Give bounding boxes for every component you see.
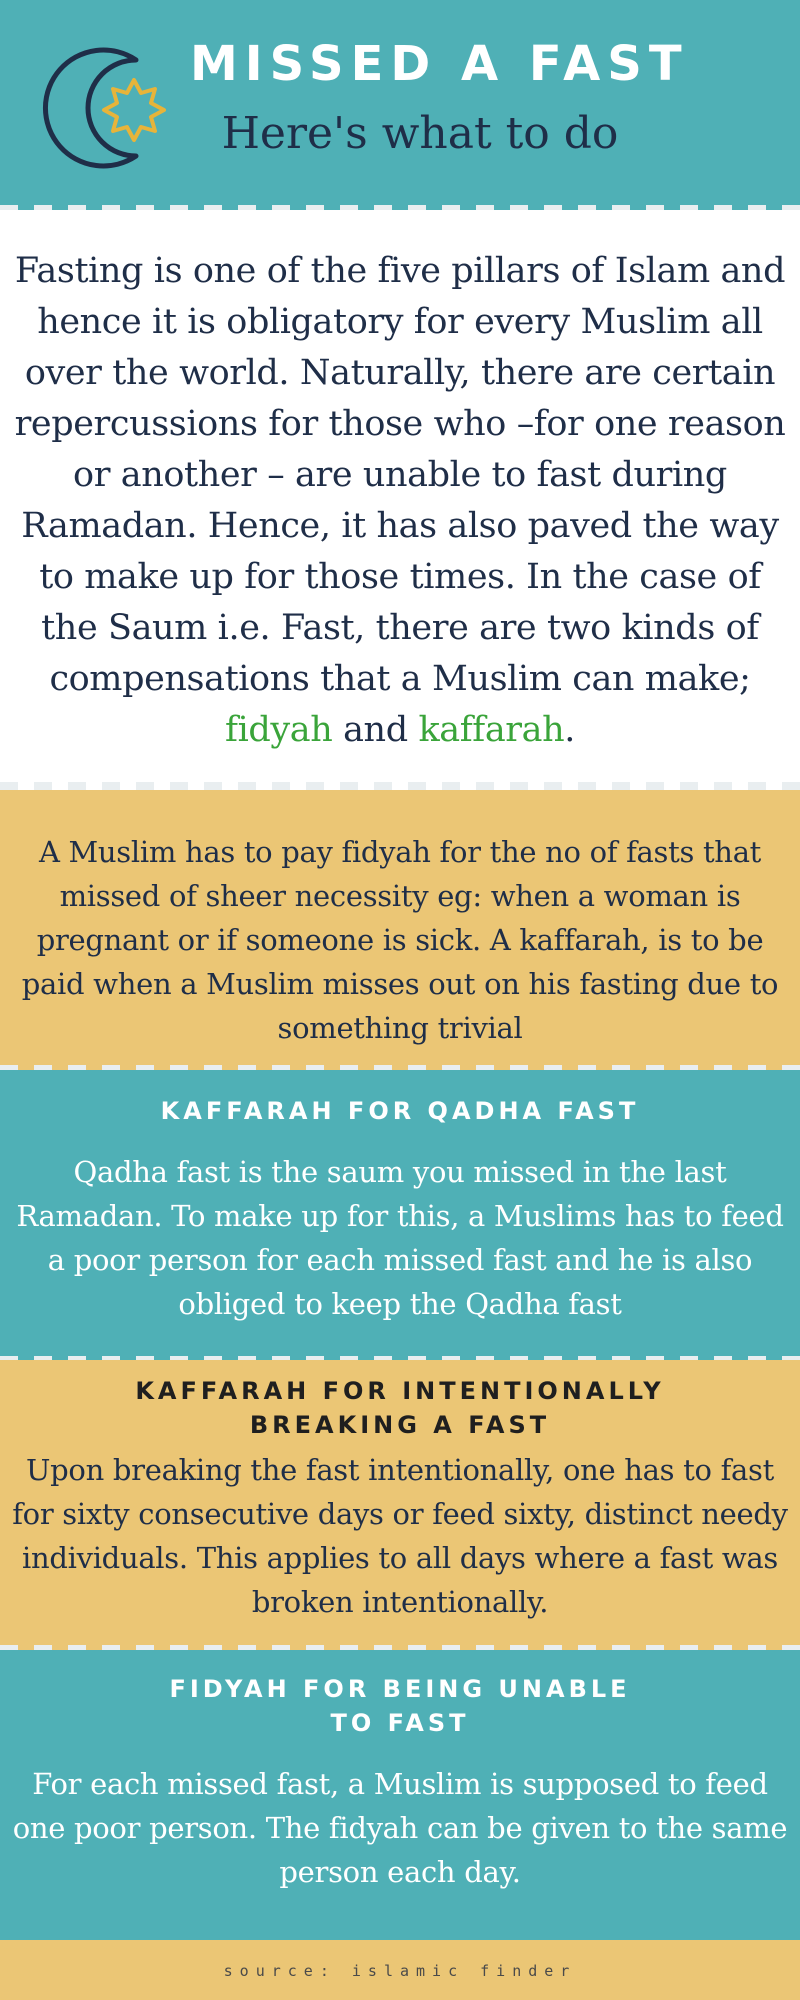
intro-section <box>0 210 800 790</box>
unable-heading-line1: FIDYAH FOR BEING UNABLE <box>169 1675 631 1703</box>
unable-heading-line2: TO FAST <box>330 1709 470 1737</box>
source-credit: source: islamic finder <box>223 1962 577 1980</box>
star-icon <box>104 80 164 140</box>
intentional-heading <box>0 1374 800 1442</box>
note-paragraph: A Muslim has to pay fidyah for the no of fasts that missed of sheer necessity eg: when a woman is pregnant or if someone is sick. A kaffarah, is to be paid when a Muslim misses out on his fasting due to something trivial <box>21 835 779 1045</box>
crescent-moon-icon <box>28 38 168 178</box>
unable-heading <box>0 1672 800 1740</box>
qadha-heading: KAFFARAH FOR QADHA FAST <box>160 1097 640 1125</box>
header-banner <box>0 0 800 210</box>
qadha-paragraph: Qadha fast is the saum you missed in the last Ramadan. To make up for this, a Muslims has to feed a poor person for each missed fast and he is also obliged to keep the Qadha fast <box>16 1155 784 1321</box>
page-subtitle: Here's what to do <box>221 108 619 159</box>
unable-section <box>0 1650 800 1940</box>
intro-paragraph <box>8 246 792 756</box>
fidyah-kaffarah-note <box>0 790 800 1070</box>
intentional-paragraph: Upon breaking the fast intentionally, one has to fast for sixty consecutive days or feed sixty, distinct needy individuals. This applies to all days where a fast was broken intentionally. <box>12 1453 788 1619</box>
unable-paragraph: For each missed fast, a Muslim is supposed to feed one poor person. The fidyah can be given to the same person each day. <box>12 1767 788 1889</box>
intro-conjunction: and <box>332 710 419 750</box>
kaffarah-term: kaffarah <box>418 710 565 750</box>
page-title: MISSED A FAST <box>190 36 689 92</box>
qadha-section <box>0 1070 800 1360</box>
fidyah-term: fidyah <box>225 710 333 750</box>
footer <box>0 1940 800 2000</box>
intentional-section <box>0 1360 800 1650</box>
intro-text: Fasting is one of the five pillars of Islam and hence it is obligatory for every Muslim all over the world. Naturally, there are certain repercussions for those who –for one reason or another – are unable to fast during Ramadan. Hence, it has also paved the way to make up for those times. In the case of the Saum i.e. Fast, there are two kinds of compensations that a Muslim can make; <box>14 251 786 699</box>
intro-end: . <box>564 710 575 750</box>
intentional-heading-line1: KAFFARAH FOR INTENTIONALLY <box>135 1377 665 1405</box>
intentional-heading-line2: BREAKING A FAST <box>249 1411 551 1439</box>
